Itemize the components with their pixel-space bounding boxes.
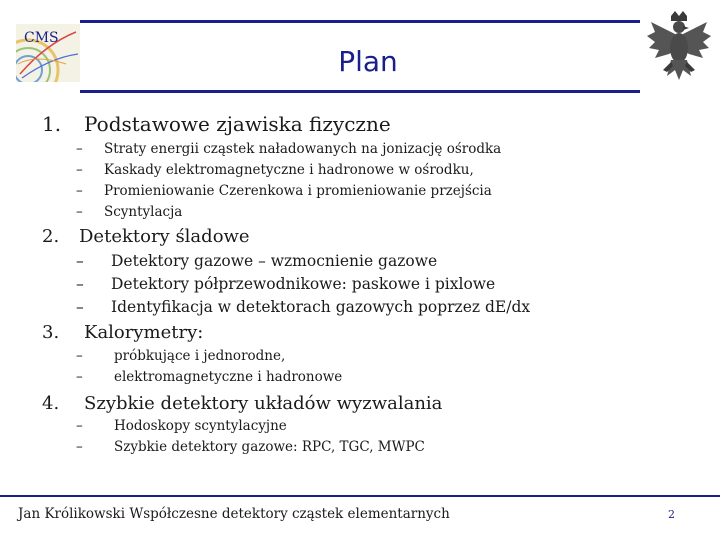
bullet-dash: – — [76, 183, 83, 199]
section-number: 4. — [42, 393, 60, 414]
bullet-dash: – — [76, 348, 83, 364]
footer-text: Jan Królikowski Współczesne detektory cząstek elementarnych — [18, 506, 450, 522]
page-title: Plan — [338, 45, 398, 78]
section-heading: Podstawowe zjawiska fizyczne — [84, 112, 391, 136]
bullet-dash: – — [76, 204, 83, 220]
list-item: Detektory gazowe – wzmocnienie gazowe — [111, 252, 438, 270]
list-item: Szybkie detektory gazowe: RPC, TGC, MWPC — [114, 439, 425, 455]
bullet-dash: – — [76, 418, 83, 434]
section-heading: Szybkie detektory układów wyzwalania — [84, 393, 443, 414]
bullet-dash: – — [76, 439, 83, 455]
bullet-dash: – — [76, 252, 84, 270]
section-number: 1. — [42, 112, 62, 136]
list-item: Kaskady elektromagnetyczne i hadronowe w ośrodku, — [104, 162, 474, 178]
list-item: Hodoskopy scyntylacyjne — [114, 418, 287, 434]
list-item: próbkujące i jednorodne, — [114, 348, 286, 364]
list-item: Straty energii cząstek naładowanych na jonizację ośrodka — [104, 141, 502, 157]
page-number: 2 — [668, 508, 675, 521]
section-number: 2. — [42, 226, 60, 247]
section-number: 3. — [42, 322, 60, 343]
cms-logo-text: CMS — [24, 30, 59, 46]
bullet-dash: – — [76, 141, 83, 157]
footer-rule — [0, 495, 720, 497]
list-item: elektromagnetyczne i hadronowe — [114, 369, 343, 385]
list-item: Detektory półprzewodnikowe: paskowe i pixlowe — [111, 275, 496, 293]
bullet-dash: – — [76, 298, 84, 316]
section-heading: Kalorymetry: — [84, 322, 204, 343]
list-item: Promieniowanie Czerenkowa i promieniowanie przejścia — [104, 183, 492, 199]
section-heading: Detektory śladowe — [79, 226, 250, 247]
bullet-dash: – — [76, 275, 84, 293]
bullet-dash: – — [76, 162, 83, 178]
list-item: Scyntylacja — [104, 204, 183, 220]
bullet-dash: – — [76, 369, 83, 385]
list-item: Identyfikacja w detektorach gazowych poprzez dE/dx — [111, 298, 531, 316]
